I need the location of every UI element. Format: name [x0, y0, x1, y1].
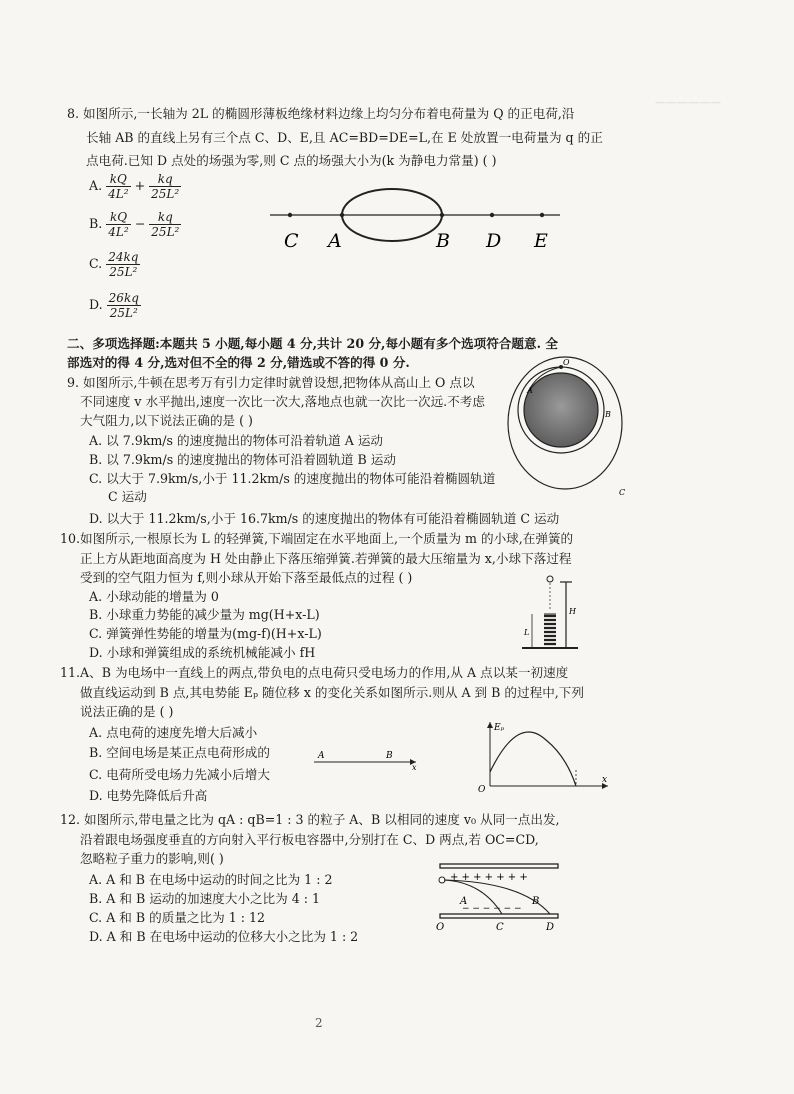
q8-option-b-frac1: $\frac{kQ}{\text{4L²}}$	[108, 210, 129, 239]
q9-earth	[524, 373, 598, 447]
q8-option-b	[89, 210, 181, 239]
q12-stem-line-2: 沿着跟电场强度垂直的方向射入平行板电容器中,分别打在 C、D 两点,若 OC=CD,	[80, 832, 539, 847]
q8-label-c: C	[284, 230, 299, 252]
q11-option-c: C. 电荷所受电场力先减小后增大	[89, 767, 270, 782]
q11-option-b: B. 空间电场是某正点电荷形成的	[89, 745, 270, 760]
q8-stem-line-2: 长轴 AB 的直线上另有三个点 C、D、E,且 AC=BD=DE=L,在 E 处放置一电荷量为 q 的正	[86, 130, 603, 145]
q9-option-c-cont: C 运动	[108, 489, 147, 504]
q8-label-e: E	[534, 230, 548, 252]
q11-label-ep: Eₚ	[494, 723, 505, 733]
q12-label-b: B	[532, 896, 540, 907]
q11-label-a: A	[318, 751, 325, 761]
q12-stem-line-3: 忽略粒子重力的影响,则( )	[80, 851, 224, 866]
q9-option-c: C. 以大于 7.9km/s,小于 11.2km/s 的速度抛出的物体可能沿着椭圆轨道	[89, 471, 496, 486]
q12-option-d: D. A 和 B 在电场中运动的位移大小之比为 1 : 2	[89, 929, 359, 944]
q12-top-plate	[440, 864, 558, 868]
q8-option-a-frac2: $\frac{kq}{\text{25L²}}$	[151, 172, 180, 201]
q9-stem-line-1: 9. 如图所示,牛顿在思考万有引力定律时就曾设想,把物体从高山上 O 点以	[67, 375, 475, 390]
q8-point-e	[540, 213, 544, 217]
q11-label-x2: x	[602, 775, 608, 785]
bleed-through-artifact: ——————	[655, 96, 721, 109]
q10-option-b: B. 小球重力势能的减少量为 mg(H+x-L)	[89, 607, 320, 622]
page-number: 2	[315, 1016, 323, 1030]
q9-orbit-figure	[505, 355, 635, 505]
q12-stem-line-1: 12. 如图所示,带电量之比为 qA : qB=1 : 3 的粒子 A、B 以相同的速度 v₀ 从同一点出发,	[60, 812, 560, 827]
q11-option-a: A. 点电荷的速度先增大后减小	[89, 725, 258, 740]
q8-label-a: A	[328, 230, 342, 252]
q9-option-d: D. 以大于 11.2km/s,小于 16.7km/s 的速度抛出的物体有可能沿着椭圆轨道 C 运动	[89, 511, 560, 526]
q8-point-a	[340, 213, 344, 217]
q8-point-d	[490, 213, 494, 217]
q11-label-b: B	[386, 751, 393, 761]
q9-label-a: A	[527, 386, 533, 395]
q12-bottom-plate	[440, 914, 558, 918]
q9-label-b: B	[605, 410, 611, 419]
q11-energy-graph	[474, 718, 614, 793]
q10-label-l: L	[524, 628, 530, 637]
q8-option-b-frac2: $\frac{kq}{\text{25L²}}$	[151, 210, 180, 239]
q8-option-b-label: B.	[89, 216, 103, 231]
q11-stem-line-3: 说法正确的是 ( )	[80, 704, 174, 719]
q8-option-c-label: C.	[89, 256, 103, 271]
q10-stem-line-2: 正上方从距地面高度为 H 处由静止下落压缩弹簧.若弹簧的最大压缩量为 x,小球下落过程	[80, 551, 572, 566]
q11-stem-line-2: 做直线运动到 B 点,其电势能 Eₚ 随位移 x 的变化关系如图所示.则从 A 到 B 的过程中,下列	[80, 685, 584, 700]
q10-option-a: A. 小球动能的增量为 0	[89, 589, 219, 604]
q12-minus-charges: − − − − − −	[462, 904, 522, 914]
q12-label-a: A	[460, 896, 468, 907]
section2-instruction-line-1: 二、多项选择题:本题共 5 小题,每小题 4 分,共计 20 分,每小题有多个选项符合题意. 全	[67, 336, 558, 351]
q11-stem-line-1: 11.A、B 为电场中一直线上的两点,带负电的点电荷只受电场力的作用,从 A 点以某一初速度	[60, 665, 569, 680]
q12-option-b: B. A 和 B 运动的加速度大小之比为 4 : 1	[89, 891, 321, 906]
q11-option-d: D. 电势先降低后升高	[89, 788, 208, 803]
q10-stem-line-3: 受到的空气阻力恒为 f,则小球从开始下落至最低点的过程 ( )	[80, 570, 413, 585]
q9-stem-line-2: 不同速度 v 水平抛出,速度一次比一次大,落地点也就一次比一次远.不考虑	[80, 394, 485, 409]
q8-point-c	[288, 213, 292, 217]
q9-label-c: C	[619, 488, 626, 497]
q11-label-x: x	[412, 763, 417, 770]
q8-option-d-label: D.	[89, 297, 103, 312]
q10-spring	[544, 616, 556, 644]
section2-instruction-line-2: 部选对的得 4 分,选对但不全的得 2 分,错选或不答的得 0 分.	[67, 355, 410, 370]
q12-label-d: D	[546, 922, 555, 932]
q8-stem-line-1: 8. 如图所示,一长轴为 2L 的椭圆形薄板绝缘材料边缘上均匀分布着电荷量为 Q 的正电荷,沿	[67, 106, 575, 121]
q8-ellipse-figure	[260, 185, 570, 265]
q12-plus-charges: + + + + + + +	[450, 872, 528, 883]
q10-option-d: D. 小球和弹簧组成的系统机械能减小 fH	[89, 645, 316, 660]
q11-y-arrow	[487, 722, 493, 728]
q8-option-a-frac1: $\frac{kQ}{\text{4L²}}$	[108, 172, 129, 201]
q11-energy-curve	[490, 732, 576, 786]
q8-option-a-operator: +	[134, 178, 146, 193]
q8-stem-line-3: 点电荷.已知 D 点处的场强为零,则 C 点的场强大小为(k 为静电力常量) ( )	[86, 153, 497, 168]
q8-option-c-frac: $\frac{24kq}{\text{25L²}}$	[108, 250, 139, 279]
q8-option-a	[89, 172, 181, 201]
q12-option-a: A. A 和 B 在电场中运动的时间之比为 1 : 2	[89, 872, 333, 887]
q8-label-b: B	[436, 230, 450, 252]
q12-label-o: O	[436, 922, 445, 932]
q8-point-b	[440, 213, 444, 217]
q8-option-d	[89, 291, 141, 320]
q8-option-d-frac: $\frac{26kq}{\text{25L²}}$	[108, 291, 139, 320]
q8-option-b-operator: −	[134, 216, 146, 231]
q10-ball	[547, 576, 553, 582]
q10-option-c: C. 弹簧弹性势能的增量为(mg-f)(H+x-L)	[89, 626, 322, 641]
q12-capacitor-figure	[434, 860, 566, 932]
q9-label-o: O	[563, 358, 570, 367]
q12-label-c: C	[496, 922, 504, 932]
q10-label-h: H	[569, 607, 576, 616]
q11-label-o: O	[478, 785, 486, 793]
q10-stem-line-1: 10.如图所示,一根原长为 L 的轻弹簧,下端固定在水平地面上,一个质量为 m 的小球,在弹簧的	[60, 531, 574, 546]
q11-line-figure	[312, 746, 422, 770]
q8-label-d: D	[486, 230, 502, 252]
q9-option-b: B. 以 7.9km/s 的速度抛出的物体可沿着圆轨道 B 运动	[89, 452, 396, 467]
q10-spring-figure	[520, 572, 580, 652]
q9-option-a: A. 以 7.9km/s 的速度抛出的物体可沿着轨道 A 运动	[89, 433, 384, 448]
q9-stem-line-3: 大气阻力,以下说法正确的是 ( )	[80, 413, 253, 428]
q8-option-a-label: A.	[89, 178, 103, 193]
q8-option-c	[89, 250, 140, 279]
q12-option-c: C. A 和 B 的质量之比为 1 : 12	[89, 910, 265, 925]
